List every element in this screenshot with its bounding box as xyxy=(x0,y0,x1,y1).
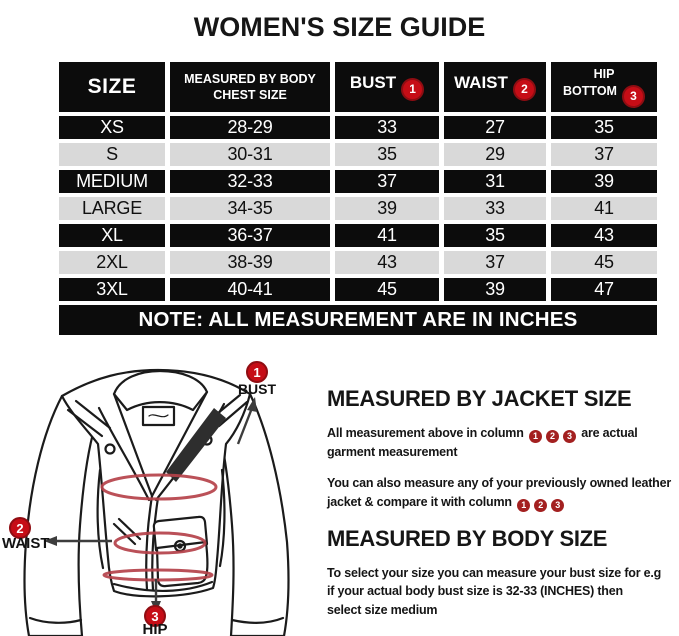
cell-chest: 28-29 xyxy=(170,116,330,139)
cell-bust: 41 xyxy=(335,224,439,247)
table-row xyxy=(59,224,657,247)
inline-2-badge: 2 xyxy=(546,430,559,443)
size-table-header xyxy=(59,62,657,112)
cell-waist: 31 xyxy=(444,170,546,193)
cell-size: XL xyxy=(59,224,165,247)
inline-2-badge: 2 xyxy=(534,499,547,512)
column-1-badge: 1 xyxy=(401,78,424,101)
body-size-paragraph: To select your size you can measure your bust size for e.g if your actual body bust size is 32-33 (INCHES) then select size medium xyxy=(327,565,662,617)
inline-3-badge: 3 xyxy=(551,499,564,512)
header-waist-label: WAIST xyxy=(454,73,508,92)
header-bust-label: BUST xyxy=(349,73,397,92)
cell-chest: 34-35 xyxy=(170,197,330,220)
cell-chest: 32-33 xyxy=(170,170,330,193)
header-chest-line2: CHEST SIZE xyxy=(213,88,287,102)
cell-hip: 35 xyxy=(551,116,657,139)
table-row xyxy=(59,278,657,301)
cell-hip: 39 xyxy=(551,170,657,193)
cell-hip: 37 xyxy=(551,143,657,166)
cell-chest: 30-31 xyxy=(170,143,330,166)
header-chest-line1: MEASURED BY BODY xyxy=(184,71,316,86)
page-title: WOMEN'S SIZE GUIDE xyxy=(193,12,486,42)
cell-bust: 45 xyxy=(335,278,439,301)
cell-bust: 43 xyxy=(335,251,439,274)
instructions-column xyxy=(327,386,679,620)
cell-chest: 36-37 xyxy=(170,224,330,247)
cell-waist: 27 xyxy=(444,116,546,139)
cell-bust: 33 xyxy=(335,116,439,139)
header-hip xyxy=(551,62,657,112)
inline-3-badge: 3 xyxy=(563,430,576,443)
cell-bust: 37 xyxy=(335,170,439,193)
cell-waist: 33 xyxy=(444,197,546,220)
cell-size: XS xyxy=(59,116,165,139)
cell-bust: 39 xyxy=(335,197,439,220)
cell-bust: 35 xyxy=(335,143,439,166)
pocket-button-dot xyxy=(178,544,181,547)
header-bust xyxy=(335,62,439,112)
jacket-diagram xyxy=(0,350,320,636)
bust-label: BUST xyxy=(237,381,277,397)
cell-waist: 29 xyxy=(444,143,546,166)
note-banner: NOTE: ALL MEASUREMENT ARE IN INCHES xyxy=(59,305,657,335)
cell-size: 3XL xyxy=(59,278,165,301)
jacket-size-heading: MEASURED BY JACKET SIZE xyxy=(327,386,632,411)
size-table-body xyxy=(59,116,657,301)
cell-size: LARGE xyxy=(59,197,165,220)
column-3-badge: 3 xyxy=(622,85,645,108)
header-hip-line1: HIP xyxy=(593,67,615,82)
cell-hip: 45 xyxy=(551,251,657,274)
table-row xyxy=(59,251,657,274)
column-2-badge: 2 xyxy=(513,78,536,101)
table-row xyxy=(59,143,657,166)
inline-1-badge: 1 xyxy=(517,499,530,512)
cell-hip: 43 xyxy=(551,224,657,247)
jacket-size-paragraph-1: All measurement above in column 1 2 3 are actual garment measurement xyxy=(327,426,638,459)
cell-hip: 41 xyxy=(551,197,657,220)
hip-label: HIP xyxy=(142,621,168,636)
cell-waist: 39 xyxy=(444,278,546,301)
header-size: SIZE xyxy=(59,62,165,112)
header-hip-line2: BOTTOM 3 xyxy=(551,83,657,108)
cell-chest: 40-41 xyxy=(170,278,330,301)
cell-waist: 37 xyxy=(444,251,546,274)
size-table xyxy=(54,58,662,339)
jacket-body xyxy=(62,370,250,596)
cell-chest: 38-39 xyxy=(170,251,330,274)
cell-waist: 35 xyxy=(444,224,546,247)
body-size-heading: MEASURED BY BODY SIZE xyxy=(327,525,608,551)
cell-size: MEDIUM xyxy=(59,170,165,193)
diagram-3-number: 3 xyxy=(151,609,159,624)
jacket-size-paragraph-2: You can also measure any of your previously owned leather jacket & compare it with column 1 2 3 xyxy=(327,475,672,510)
diagram-2-number: 2 xyxy=(16,521,24,536)
diagram-1-number: 1 xyxy=(253,365,261,380)
header-waist xyxy=(444,62,546,112)
table-row xyxy=(59,116,657,139)
cell-hip: 47 xyxy=(551,278,657,301)
inline-1-badge: 1 xyxy=(529,430,542,443)
cell-size: S xyxy=(59,143,165,166)
table-row xyxy=(59,170,657,193)
left-sleeve xyxy=(25,396,95,636)
table-row xyxy=(59,197,657,220)
header-chest xyxy=(170,62,330,112)
waist-label: WAIST xyxy=(2,535,50,552)
cell-size: 2XL xyxy=(59,251,165,274)
